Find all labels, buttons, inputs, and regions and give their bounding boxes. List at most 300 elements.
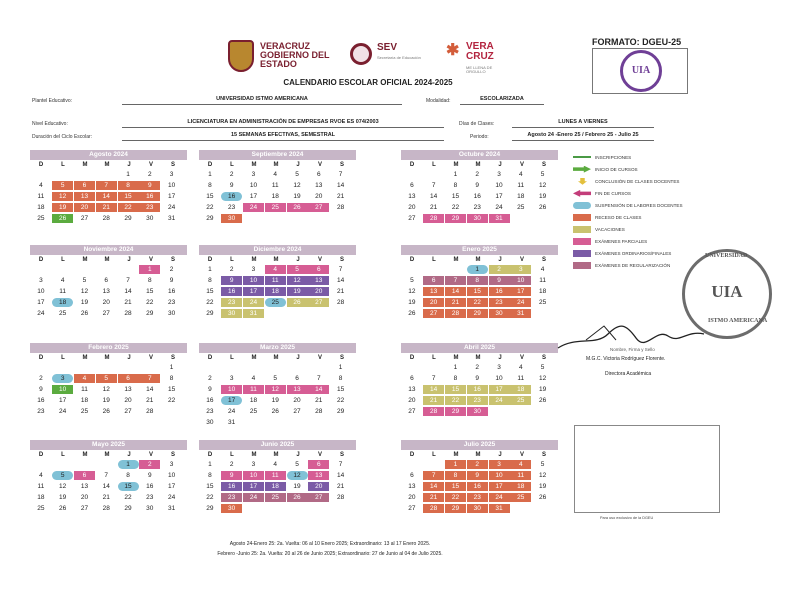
weekday-label: S <box>541 355 546 361</box>
plantel-value: UNIVERSIDAD ISTMO AMERICANA <box>122 96 402 105</box>
month-10 <box>30 440 187 515</box>
empty-day <box>74 265 95 274</box>
calendar-day: 9 <box>489 276 510 285</box>
weekday-label: D <box>409 452 415 458</box>
calendar-day: 12 <box>408 288 416 295</box>
calendar-day: 17 <box>243 482 264 491</box>
calendar-day: 19 <box>538 193 547 200</box>
calendar-day: 3 <box>169 171 174 178</box>
calendar-day: 15 <box>118 192 139 201</box>
weekday-label: V <box>148 162 153 168</box>
calendar-day: 14 <box>336 182 345 189</box>
calendar-day: 22 <box>467 298 488 307</box>
calendar-day: 30 <box>206 419 214 426</box>
month-6 <box>401 245 558 320</box>
empty-day <box>74 170 95 179</box>
duracion-value: 15 SEMANAS EFECTIVAS, SEMESTRAL <box>122 132 444 141</box>
legend-swatch <box>573 166 591 173</box>
calendar-day: 14 <box>336 472 345 479</box>
month-title: Julio 2025 <box>401 440 558 450</box>
calendar-day: 7 <box>338 171 343 178</box>
legend-swatch <box>573 238 591 245</box>
calendar-day: 22 <box>445 493 466 502</box>
weekday-label: M <box>475 452 481 458</box>
empty-day <box>423 363 444 372</box>
month-title: Febrero 2025 <box>30 343 187 353</box>
calendar-day: 18 <box>271 193 279 200</box>
calendar-day: 4 <box>60 277 65 284</box>
calendar-day: 18 <box>265 482 286 491</box>
calendar-day: 5 <box>540 171 545 178</box>
weekday-label: D <box>38 452 44 458</box>
calendar-day: 19 <box>293 483 301 490</box>
calendar-day: 3 <box>251 266 256 273</box>
weekday-label: M <box>104 355 110 361</box>
footer-line-1: Agosto 24-Enero 25: 2a. Vuelta: 06 al 10 Enero 2025; Extraordinario: 13 al 17 Enero 2025. <box>229 541 431 547</box>
periodo-label: Periodo: <box>470 134 489 140</box>
calendar-day: 14 <box>308 385 329 394</box>
weekday-label: L <box>230 257 234 263</box>
weekday-label: V <box>317 452 322 458</box>
calendar-day: 3 <box>489 460 510 469</box>
weekday-label: M <box>251 452 257 458</box>
calendar-day: 21 <box>445 298 466 307</box>
legend-label: CONCLUSIÓN DE CLASES DOCENTES <box>595 178 680 184</box>
weekday-label: M <box>273 162 279 168</box>
calendar-day: 17 <box>59 397 67 404</box>
calendar-day: 7 <box>126 277 130 284</box>
legend-label: RECESO DE CLASES <box>595 215 642 221</box>
calendar-day: 1 <box>139 265 160 274</box>
calendar-day: 22 <box>206 299 214 306</box>
calendar-day: 4 <box>273 171 278 178</box>
calendar-day: 27 <box>102 310 110 317</box>
weekday-header <box>401 160 558 170</box>
calendar-day: 1 <box>208 266 212 273</box>
calendar-day: 30 <box>146 215 154 222</box>
calendar-day: 24 <box>510 298 531 307</box>
weekday-label: M <box>453 355 459 361</box>
weekday-label: D <box>38 162 44 168</box>
calendar-day: 19 <box>538 483 547 490</box>
calendar-day: 26 <box>408 310 416 317</box>
seal-university-text: UNIVERSIDAD <box>705 253 748 259</box>
dgeu-reserved-box <box>574 425 720 513</box>
calendar-day: 20 <box>408 204 416 211</box>
weekday-header <box>401 353 558 363</box>
legend-label: INSCRIPCIONES <box>595 154 632 160</box>
signer-name: M.G.C. Victoria Rodríguez Florente. <box>586 356 666 362</box>
calendar-day: 28 <box>445 309 466 318</box>
calendar-day: 20 <box>102 299 110 306</box>
calendar-day: 17 <box>510 287 531 296</box>
calendar-day: 23 <box>467 493 488 502</box>
calendar-day: 13 <box>423 287 444 296</box>
legend-label: VACACIONES <box>595 227 625 233</box>
legend-swatch <box>578 178 587 185</box>
calendar-day: 7 <box>423 471 444 480</box>
calendar-day: 25 <box>265 203 286 212</box>
calendar-day: 7 <box>96 181 117 190</box>
days-grid <box>30 460 187 515</box>
calendar-day: 19 <box>293 193 301 200</box>
calendar-day: 20 <box>124 397 132 404</box>
month-8 <box>199 343 356 429</box>
calendar-day: 30 <box>146 505 154 512</box>
calendar-day: 2 <box>229 461 234 468</box>
weekday-header <box>199 353 356 363</box>
calendar-day: 14 <box>430 193 438 200</box>
calendar-day: 4 <box>518 364 523 371</box>
legend-item <box>573 199 723 211</box>
calendar-day: 26 <box>287 298 308 307</box>
calendar-day: 20 <box>80 494 89 501</box>
calendar-day: 20 <box>308 482 329 491</box>
calendar-day: 31 <box>228 419 236 426</box>
weekday-label: D <box>409 355 415 361</box>
calendar-day: 23 <box>221 493 242 502</box>
empty-day <box>96 170 117 179</box>
weekday-label: S <box>339 452 344 458</box>
weekday-label: D <box>409 257 415 263</box>
calendar-day: 6 <box>308 265 329 274</box>
seal-name-text: ISTMO AMERICANA <box>708 318 768 324</box>
legend-swatch <box>573 250 591 257</box>
weekday-label: J <box>498 257 502 263</box>
weekday-label: J <box>296 162 300 168</box>
uia-seal-letters: UIA <box>631 65 651 76</box>
calendar-day: 31 <box>167 505 176 512</box>
calendar-day: 15 <box>467 287 488 296</box>
calendar-day: 2 <box>229 171 234 178</box>
calendar-day: 8 <box>169 375 174 382</box>
calendar-day: 9 <box>221 471 242 480</box>
calendar-day: 14 <box>336 277 345 284</box>
weekday-label: V <box>519 162 524 168</box>
calendar-day: 28 <box>336 494 345 501</box>
calendar-day: 16 <box>467 385 488 394</box>
calendar-day: 16 <box>473 193 481 200</box>
weekday-label: J <box>127 162 131 168</box>
calendar-day: 25 <box>59 310 67 317</box>
calendar-day: 1 <box>453 364 458 371</box>
calendar-day: 22 <box>124 494 132 501</box>
calendar-day: 13 <box>80 483 89 490</box>
weekday-label: D <box>207 452 213 458</box>
calendar-day: 31 <box>489 214 510 223</box>
calendar-day: 25 <box>538 299 547 306</box>
days-grid <box>30 363 187 418</box>
calendar-day: 30 <box>221 504 242 513</box>
calendar-day: 9 <box>39 386 43 393</box>
month-11 <box>199 440 356 515</box>
month-title: Marzo 2025 <box>199 343 356 353</box>
legend-swatch <box>573 262 591 269</box>
calendar-day: 8 <box>147 277 152 284</box>
calendar-day: 13 <box>408 193 416 200</box>
veracruz-flower-icon: ✱ <box>446 42 460 59</box>
calendar-day: 13 <box>315 182 323 189</box>
weekday-header <box>30 353 187 363</box>
calendar-day: 3 <box>169 461 174 468</box>
calendar-day: 5 <box>287 265 308 274</box>
weekday-label: M <box>453 257 459 263</box>
calendar-day: 1 <box>208 461 212 468</box>
calendar-day: 21 <box>124 299 132 306</box>
calendar-day: 26 <box>538 494 547 501</box>
weekday-label: L <box>61 257 65 263</box>
empty-day <box>96 460 117 469</box>
calendar-day: 19 <box>59 494 67 501</box>
calendar-day: 17 <box>249 193 258 200</box>
weekday-label: V <box>317 257 322 263</box>
calendar-day: 20 <box>308 287 329 296</box>
calendar-day: 14 <box>124 288 132 295</box>
calendar-day: 5 <box>295 461 299 468</box>
calendar-day: 17 <box>167 193 176 200</box>
weekday-label: M <box>475 162 481 168</box>
calendar-day: 27 <box>80 215 89 222</box>
calendar-day: 9 <box>147 472 152 479</box>
empty-day <box>52 363 73 372</box>
calendar-day: 22 <box>336 397 345 404</box>
calendar-day: 28 <box>102 215 110 222</box>
calendar-day: 10 <box>510 276 531 285</box>
calendar-day: 10 <box>489 471 510 480</box>
calendar-day: 27 <box>408 505 416 512</box>
legend-swatch <box>573 202 591 209</box>
calendar-day: 26 <box>271 408 279 415</box>
legend-item <box>573 211 723 223</box>
veracruz-logo-name: VERA CRUZ <box>466 41 494 62</box>
calendar-day: 26 <box>538 397 547 404</box>
calendar-day: 11 <box>59 288 67 295</box>
calendar-day: 21 <box>336 193 345 200</box>
weekday-label: J <box>127 452 131 458</box>
calendar-day: 11 <box>37 193 45 200</box>
calendar-day: 4 <box>265 265 286 274</box>
calendar-day: 7 <box>104 472 109 479</box>
legend-label: FIN DE CURSOS <box>595 190 631 196</box>
calendar-day: 15 <box>206 483 214 490</box>
calendar-day: 30 <box>489 309 510 318</box>
calendar-day: 17 <box>489 385 510 394</box>
calendar-day: 1 <box>467 265 488 274</box>
calendar-day: 29 <box>206 505 214 512</box>
calendar-day: 16 <box>37 397 45 404</box>
calendar-day: 13 <box>408 386 416 393</box>
calendar-day: 24 <box>228 408 236 415</box>
calendar-day: 15 <box>206 193 214 200</box>
legend <box>573 151 723 272</box>
calendar-day: 8 <box>126 472 130 479</box>
calendar-day: 20 <box>293 397 301 404</box>
calendar-day: 13 <box>102 288 110 295</box>
weekday-label: V <box>519 452 524 458</box>
calendar-day: 1 <box>208 171 212 178</box>
calendar-day: 8 <box>208 182 212 189</box>
calendar-day: 23 <box>146 494 154 501</box>
calendar-day: 27 <box>293 408 301 415</box>
calendar-day: 20 <box>423 298 444 307</box>
calendar-day: 24 <box>489 396 510 405</box>
calendar-day: 19 <box>52 203 73 212</box>
month-5 <box>199 245 356 320</box>
calendar-day: 23 <box>467 396 488 405</box>
calendar-day: 17 <box>37 299 45 306</box>
weekday-label: J <box>127 355 131 361</box>
days-grid <box>401 363 558 418</box>
calendar-day: 21 <box>146 397 154 404</box>
calendar-day: 23 <box>473 204 481 211</box>
weekday-label: M <box>475 355 481 361</box>
calendar-day: 31 <box>243 309 264 318</box>
sev-logo-text: SEV <box>377 42 398 53</box>
legend-item <box>573 224 723 236</box>
calendar-day: 10 <box>495 375 503 382</box>
calendar-day: 18 <box>52 298 73 307</box>
weekday-label: J <box>296 452 300 458</box>
legend-item <box>573 187 723 199</box>
weekday-label: M <box>82 162 88 168</box>
calendar-day: 19 <box>271 397 279 404</box>
calendar-day: 3 <box>229 375 234 382</box>
calendar-day: 26 <box>287 203 308 212</box>
calendar-day: 30 <box>167 310 176 317</box>
calendar-day: 5 <box>82 277 87 284</box>
calendar-day: 24 <box>243 203 264 212</box>
calendar-day: 11 <box>517 182 525 189</box>
calendar-day: 2 <box>39 375 43 382</box>
calendar-day: 28 <box>315 408 323 415</box>
calendar-day: 29 <box>445 407 466 416</box>
weekday-label: D <box>207 257 213 263</box>
calendar-day: 21 <box>102 494 110 501</box>
calendar-day: 15 <box>445 385 466 394</box>
calendar-day: 17 <box>221 396 242 405</box>
calendar-day: 9 <box>221 276 242 285</box>
calendar-day: 28 <box>423 504 444 513</box>
calendar-day: 2 <box>475 171 480 178</box>
weekday-label: V <box>317 162 322 168</box>
page-title: CALENDARIO ESCOLAR OFICIAL 2024-2025 <box>283 78 453 87</box>
weekday-label: S <box>170 355 175 361</box>
calendar-day: 10 <box>167 182 176 189</box>
calendar-day: 12 <box>52 192 73 201</box>
weekday-label: D <box>38 257 44 263</box>
calendar-day: 8 <box>208 277 212 284</box>
legend-label: EXÁMENES DE REGULARIZACIÓN <box>595 263 671 269</box>
calendar-day: 5 <box>410 277 414 284</box>
duracion-label: Duración del Ciclo Escolar: <box>32 134 93 140</box>
weekday-header <box>199 450 356 460</box>
calendar-day: 31 <box>167 215 176 222</box>
calendar-day: 15 <box>445 482 466 491</box>
calendar-day: 20 <box>74 203 95 212</box>
calendar-day: 4 <box>273 461 278 468</box>
calendar-day: 29 <box>445 504 466 513</box>
calendar-day: 19 <box>80 299 89 306</box>
veracruz-logo-text: VERACRUZ GOBIERNO DEL ESTADO <box>260 41 330 69</box>
calendar-day: 17 <box>167 483 176 490</box>
empty-day <box>52 170 73 179</box>
calendar-day: 26 <box>538 204 547 211</box>
month-2 <box>199 150 356 225</box>
calendar-day: 11 <box>37 483 45 490</box>
month-7 <box>30 343 187 418</box>
calendar-day: 29 <box>146 310 154 317</box>
calendar-day: 4 <box>518 171 523 178</box>
legend-item <box>573 175 723 187</box>
calendar-day: 24 <box>167 204 176 211</box>
weekday-label: V <box>317 355 322 361</box>
calendar-day: 8 <box>338 375 343 382</box>
calendar-day: 21 <box>423 493 444 502</box>
calendar-day: 6 <box>295 375 299 382</box>
empty-day <box>118 363 139 372</box>
calendar-day: 19 <box>538 386 547 393</box>
calendar-day: 31 <box>489 504 510 513</box>
calendar-day: 8 <box>118 181 139 190</box>
empty-day <box>52 460 73 469</box>
days-grid <box>199 460 356 515</box>
legend-swatch <box>573 214 591 221</box>
footer-line-2: Febrero -Junio 25: 2a. Vuelta: 20 al 26 de Junio 2025; Extraordinario: 27 de Junio al 04 de Julio 2025. <box>217 551 443 557</box>
calendar-day: 20 <box>408 494 416 501</box>
calendar-day: 12 <box>538 472 547 479</box>
days-grid <box>401 265 558 320</box>
calendar-day: 8 <box>453 182 458 189</box>
uia-seal-icon <box>620 50 662 92</box>
weekday-label: L <box>230 355 234 361</box>
calendar-day: 23 <box>206 408 214 415</box>
calendar-day: 23 <box>37 408 45 415</box>
calendar-day: 12 <box>538 375 547 382</box>
calendar-day: 5 <box>52 181 73 190</box>
calendar-day: 12 <box>287 471 308 480</box>
calendar-day: 8 <box>453 375 458 382</box>
weekday-label: S <box>170 162 175 168</box>
calendar-day: 14 <box>423 482 444 491</box>
legend-item <box>573 163 723 175</box>
empty-day <box>199 363 220 372</box>
calendar-day: 5 <box>295 171 299 178</box>
calendar-day: 18 <box>510 482 531 491</box>
seal-letters: UIA <box>711 282 743 301</box>
dias-label: Días de Clases: <box>459 121 495 127</box>
calendar-day: 30 <box>467 214 488 223</box>
weekday-header <box>30 160 187 170</box>
weekday-label: M <box>273 452 279 458</box>
days-grid <box>30 265 187 320</box>
calendar-day: 18 <box>37 204 45 211</box>
calendar-day: 2 <box>467 460 488 469</box>
calendar-day: 7 <box>338 266 343 273</box>
calendar-day: 29 <box>445 214 466 223</box>
weekday-header <box>401 450 558 460</box>
calendar-day: 21 <box>315 397 323 404</box>
calendar-day: 16 <box>467 482 488 491</box>
weekday-label: V <box>519 257 524 263</box>
calendar-day: 16 <box>221 192 242 201</box>
calendar-day: 10 <box>243 276 264 285</box>
calendar-day: 17 <box>243 287 264 296</box>
empty-day <box>308 363 329 372</box>
calendar-day: 27 <box>124 408 132 415</box>
calendar-day: 14 <box>423 385 444 394</box>
calendar-day: 6 <box>118 374 139 383</box>
calendar-day: 24 <box>495 204 503 211</box>
